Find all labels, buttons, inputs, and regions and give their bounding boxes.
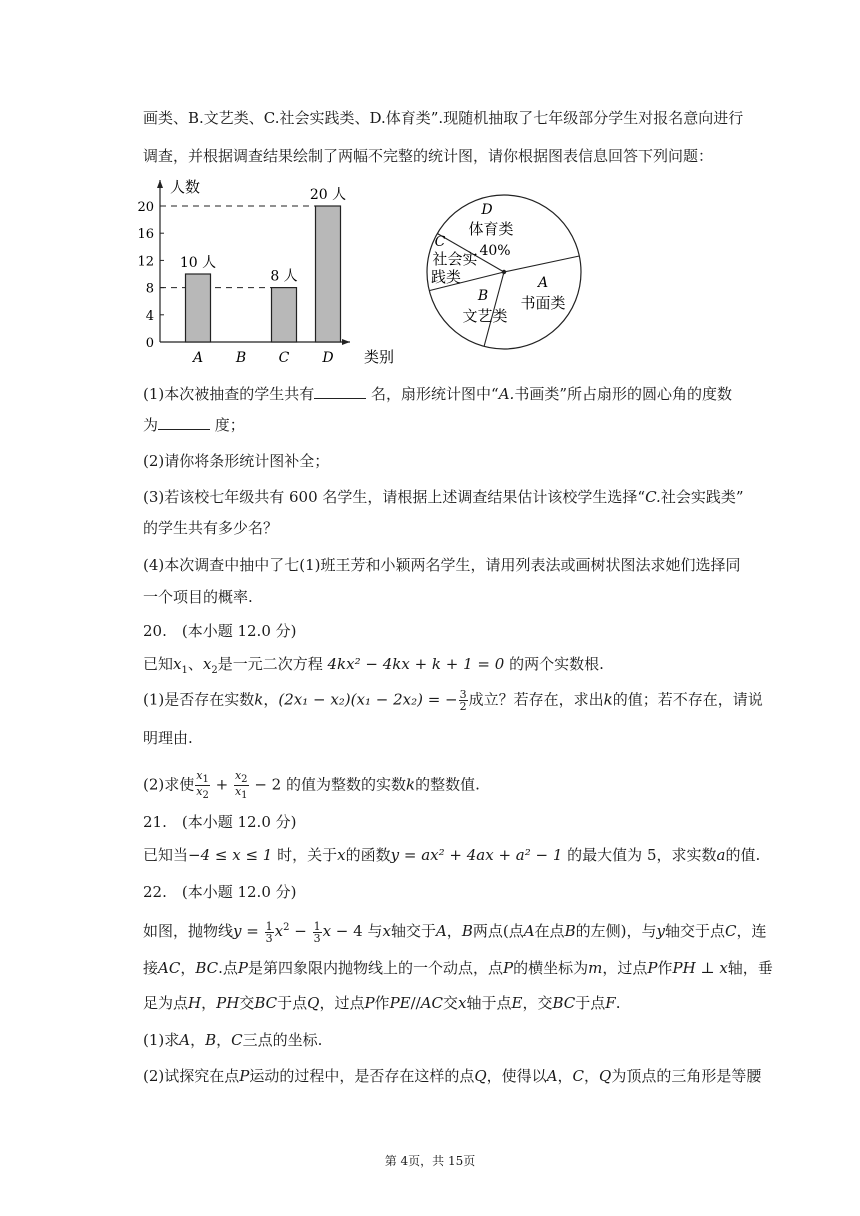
p20-s2-c: 的整数值. bbox=[415, 775, 480, 794]
y-axis-arrow bbox=[157, 180, 163, 188]
problem-22-header: 22. (本小题 12.0 分) bbox=[143, 883, 297, 901]
p22-s2-d: 为顶点的三角形是等腰 bbox=[611, 1067, 762, 1085]
q3-text-a: (3)若该校七年级共有 600 名学生，请根据上述调查结果估计该校学生选择“ bbox=[143, 488, 646, 506]
p22-l1-a: 如图，抛物线 bbox=[143, 922, 234, 940]
problem-22-line-1: 如图，抛物线y = $\frac{1}{3}$ $x^2$ − $\frac{1}{3}$ x − 4 与x轴交于A，B两点(点A在点B的左侧)，与y轴交于点C，连 bbox=[143, 919, 767, 945]
problem-20-header: 20. (本小题 12.0 分) bbox=[143, 622, 297, 640]
pie-label-name: 体育类 bbox=[468, 220, 514, 238]
bar-c bbox=[272, 288, 297, 342]
p20-stem-c: 的两个实数根. bbox=[509, 655, 604, 673]
p20-s2-b: 的值为整数的实数 bbox=[285, 775, 406, 794]
problem-20-sub-1-cont: 明理由. bbox=[143, 729, 193, 747]
answer-blank-total bbox=[314, 384, 366, 399]
p22-l3-d: 于点 bbox=[277, 994, 308, 1012]
p22-l2-e: 的横坐标为 bbox=[513, 959, 589, 977]
y-tick-label: 16 bbox=[137, 227, 154, 243]
y-tick-label: 0 bbox=[145, 336, 154, 351]
q1-text-e: 为 bbox=[143, 416, 159, 434]
problem-22-sub-2: (2)试探究在点P运动的过程中，是否存在这样的点Q，使得以A，C，Q为顶点的三角形是等腰 bbox=[143, 1067, 762, 1085]
pie-label-name: 文艺类 bbox=[462, 307, 508, 325]
x-axis-arrow bbox=[342, 339, 350, 345]
p21-function: y = ax² + 4ax + a² − 1 bbox=[390, 846, 563, 864]
pie-label-letter: A bbox=[537, 275, 549, 291]
p22-l3-k: . bbox=[615, 994, 621, 1012]
p22-l1-d: 两点(点 bbox=[472, 922, 524, 940]
p22-l1-g: 轴交于点 bbox=[664, 922, 725, 940]
pie-label-name: 社会实 bbox=[432, 250, 478, 268]
statistics-charts bbox=[137, 172, 760, 372]
p21-range: −4 ≤ x ≤ 1 bbox=[188, 846, 273, 864]
pie-label-name: 书面类 bbox=[520, 294, 566, 312]
fraction-one-third-2: $\frac{1}{3}$ bbox=[313, 919, 321, 945]
p22-l1-h: ，连 bbox=[736, 922, 767, 940]
p22-l1-b: 与 bbox=[367, 922, 383, 940]
y-tick-label: 4 bbox=[145, 308, 154, 324]
fraction-three-halves: $\frac{3}{2}$ bbox=[459, 688, 467, 713]
p22-l3-c: 交 bbox=[239, 994, 255, 1012]
x-tick-label: D bbox=[322, 350, 334, 366]
p20-stem-b: 是一元二次方程 bbox=[217, 655, 323, 673]
p22-l3-a: 足为点 bbox=[143, 994, 189, 1012]
p22-l2-h: 轴，垂 bbox=[727, 959, 773, 977]
p22-l3-i: ，交 bbox=[522, 994, 553, 1012]
p21-text-d: 的最大值为 5，求实数 bbox=[567, 846, 717, 864]
p22-l1-e: 在点 bbox=[534, 922, 565, 940]
question-3-line-1 bbox=[143, 487, 743, 507]
bar-d bbox=[316, 206, 341, 342]
problem-20-stem: 已知$x_1$、$x_2$是一元二次方程 4kx² − 4kx + k + 1 = 0 的两个实数根. bbox=[143, 655, 604, 676]
p22-l2-d: 是第四象限内抛物线上的一个动点，点 bbox=[248, 959, 504, 977]
x-tick-label: C bbox=[278, 350, 290, 366]
x-tick-label: B bbox=[235, 350, 247, 366]
problem-22-sub-1: (1)求A，B，C三点的坐标. bbox=[143, 1031, 323, 1049]
fraction-x2-over-x1: $\frac{x_2}{x_1}$ bbox=[234, 769, 248, 802]
p20-stem-a: 已知 bbox=[143, 655, 174, 673]
p22-l1-f: 的左侧)，与 bbox=[575, 922, 657, 940]
p20-s1-a: (1)是否存在实数 bbox=[143, 690, 255, 709]
p22-s2-a: (2)试探究在点 bbox=[143, 1067, 240, 1085]
p22-l2-c: .点 bbox=[218, 959, 238, 977]
pie-label-letter: C bbox=[434, 234, 446, 250]
q3-text-d: 社会实践类” bbox=[660, 488, 744, 506]
problem-22-line-3: 足为点H，PH交BC于点Q，过点P作PE//AC交x轴于点E，交BC于点F. bbox=[143, 994, 621, 1012]
p22-l3-f: 作 bbox=[374, 994, 390, 1012]
p22-l3-e: ，过点 bbox=[319, 994, 365, 1012]
x-axis-label: 类别 bbox=[364, 348, 395, 366]
bar-chart bbox=[137, 178, 394, 366]
pie-label-percent: 40% bbox=[479, 243, 511, 259]
q1-text-f: 度； bbox=[214, 416, 245, 434]
y-axis-label: 人数 bbox=[170, 178, 201, 196]
question-1-line-2 bbox=[143, 415, 245, 435]
p22-l2-f: ，过点 bbox=[602, 959, 648, 977]
problem-20-sub-1: (1)是否存在实数k，(2x₁ − x₂)(x₁ − 2x₂) = − $\frac{3}{2}$ 成立？若存在，求出k的值；若不存在，请说 bbox=[143, 688, 763, 713]
y-tick-label: 8 bbox=[145, 281, 154, 297]
p22-l2-a: 接 bbox=[143, 959, 159, 977]
problem-22-line-2: 接AC，BC.点P是第四象限内抛物线上的一个动点，点P的横坐标为m，过点P作PH ⊥ x轴，垂 bbox=[143, 959, 773, 977]
p21-text-e: 的值. bbox=[725, 846, 761, 864]
fraction-one-third: $\frac{1}{3}$ bbox=[265, 919, 273, 945]
pie-label-name: 践类 bbox=[430, 268, 462, 286]
q1-letter-a: A. bbox=[498, 385, 515, 403]
bar-data-label: 8 人 bbox=[270, 268, 298, 285]
q1-text-a: (1)本次被抽查的学生共有 bbox=[143, 385, 315, 403]
problem-21-text: 已知当−4 ≤ x ≤ 1 时，关于x的函数y = ax² + 4ax + a² − 1 的最大值为 5，求实数a的值. bbox=[143, 846, 761, 864]
intro-line-2: 调查，并根据调查结果绘制了两幅不完整的统计图，请你根据图表信息回答下列问题： bbox=[143, 147, 714, 165]
q3-letter-c: C. bbox=[645, 488, 661, 506]
p21-text-a: 已知当 bbox=[143, 846, 189, 864]
bar-a bbox=[186, 274, 211, 342]
x-tick-label: A bbox=[192, 350, 204, 366]
p22-s1-b: 三点的坐标. bbox=[242, 1031, 323, 1049]
p22-l3-b: ， bbox=[201, 994, 217, 1012]
p22-s2-b: 运动的过程中，是否存在这样的点 bbox=[249, 1067, 475, 1085]
p22-s2-c: ，使得以 bbox=[486, 1067, 547, 1085]
page-footer: 第 4页，共 15页 bbox=[384, 1154, 476, 1168]
question-4-line-1: (4)本次调查中抽中了七(1)班王芳和小颖两名学生，请用列表法或画树状图法求她们选择同 bbox=[143, 556, 741, 574]
question-1-line-1 bbox=[143, 384, 732, 404]
pie-center-dot bbox=[502, 270, 506, 274]
p22-s1-a: (1)求 bbox=[143, 1031, 180, 1049]
p20-s1-d: 的值；若不存在，请说 bbox=[612, 690, 763, 709]
pie-chart bbox=[427, 195, 581, 349]
y-tick-label: 12 bbox=[137, 254, 154, 270]
p20-s1-c: 成立？若存在，求出 bbox=[468, 690, 604, 709]
question-4-line-2: 一个项目的概率. bbox=[143, 588, 253, 606]
q1-text-d: 书画类”所占扇形的圆心角的度数 bbox=[514, 385, 732, 403]
bar-data-label: 10 人 bbox=[179, 255, 217, 271]
p21-text-c: 的函数 bbox=[345, 846, 391, 864]
p20-s1-equation: (2x₁ − x₂)(x₁ − 2x₂) = − bbox=[278, 690, 458, 709]
p20-s2-a: (2)求使 bbox=[143, 775, 195, 794]
pie-label-letter: B bbox=[477, 288, 489, 304]
answer-blank-angle bbox=[158, 415, 210, 430]
q1-text-b: 名，扇形统计图中“ bbox=[371, 385, 499, 403]
fraction-x1-over-x2: $\frac{x_1}{x_2}$ bbox=[196, 769, 209, 802]
p21-text-b: 时，关于 bbox=[277, 846, 338, 864]
p20-s1-b: ， bbox=[263, 690, 279, 709]
p22-l3-g: 交 bbox=[443, 994, 459, 1012]
bar-data-label: 20 人 bbox=[309, 187, 347, 203]
p22-l3-j: 于点 bbox=[575, 994, 606, 1012]
problem-21-header: 21. (本小题 12.0 分) bbox=[143, 813, 297, 831]
pie-label-letter: D bbox=[481, 202, 493, 218]
p22-l3-h: 轴于点 bbox=[466, 994, 512, 1012]
p22-l2-b: ， bbox=[180, 959, 196, 977]
question-2: (2)请你将条形统计图补全； bbox=[143, 452, 330, 470]
p20-equation: 4kx² − 4kx + k + 1 = 0 bbox=[327, 655, 505, 673]
question-3-line-2: 的学生共有多少名？ bbox=[143, 519, 279, 537]
y-tick-label: 20 bbox=[137, 200, 154, 215]
p22-l1-c: 轴交于 bbox=[390, 922, 436, 940]
p22-l2-g: 作 bbox=[657, 959, 673, 977]
intro-line-1: 画类、B.文艺类、C.社会实践类、D.体育类”.现随机抽取了七年级部分学生对报名意向进行 bbox=[143, 109, 744, 127]
problem-20-sub-2: (2)求使 $\frac{x_1}{x_2}$ + $\frac{x_2}{x_1}$ − 2 的值为整数的实数k的整数值. bbox=[143, 769, 480, 802]
